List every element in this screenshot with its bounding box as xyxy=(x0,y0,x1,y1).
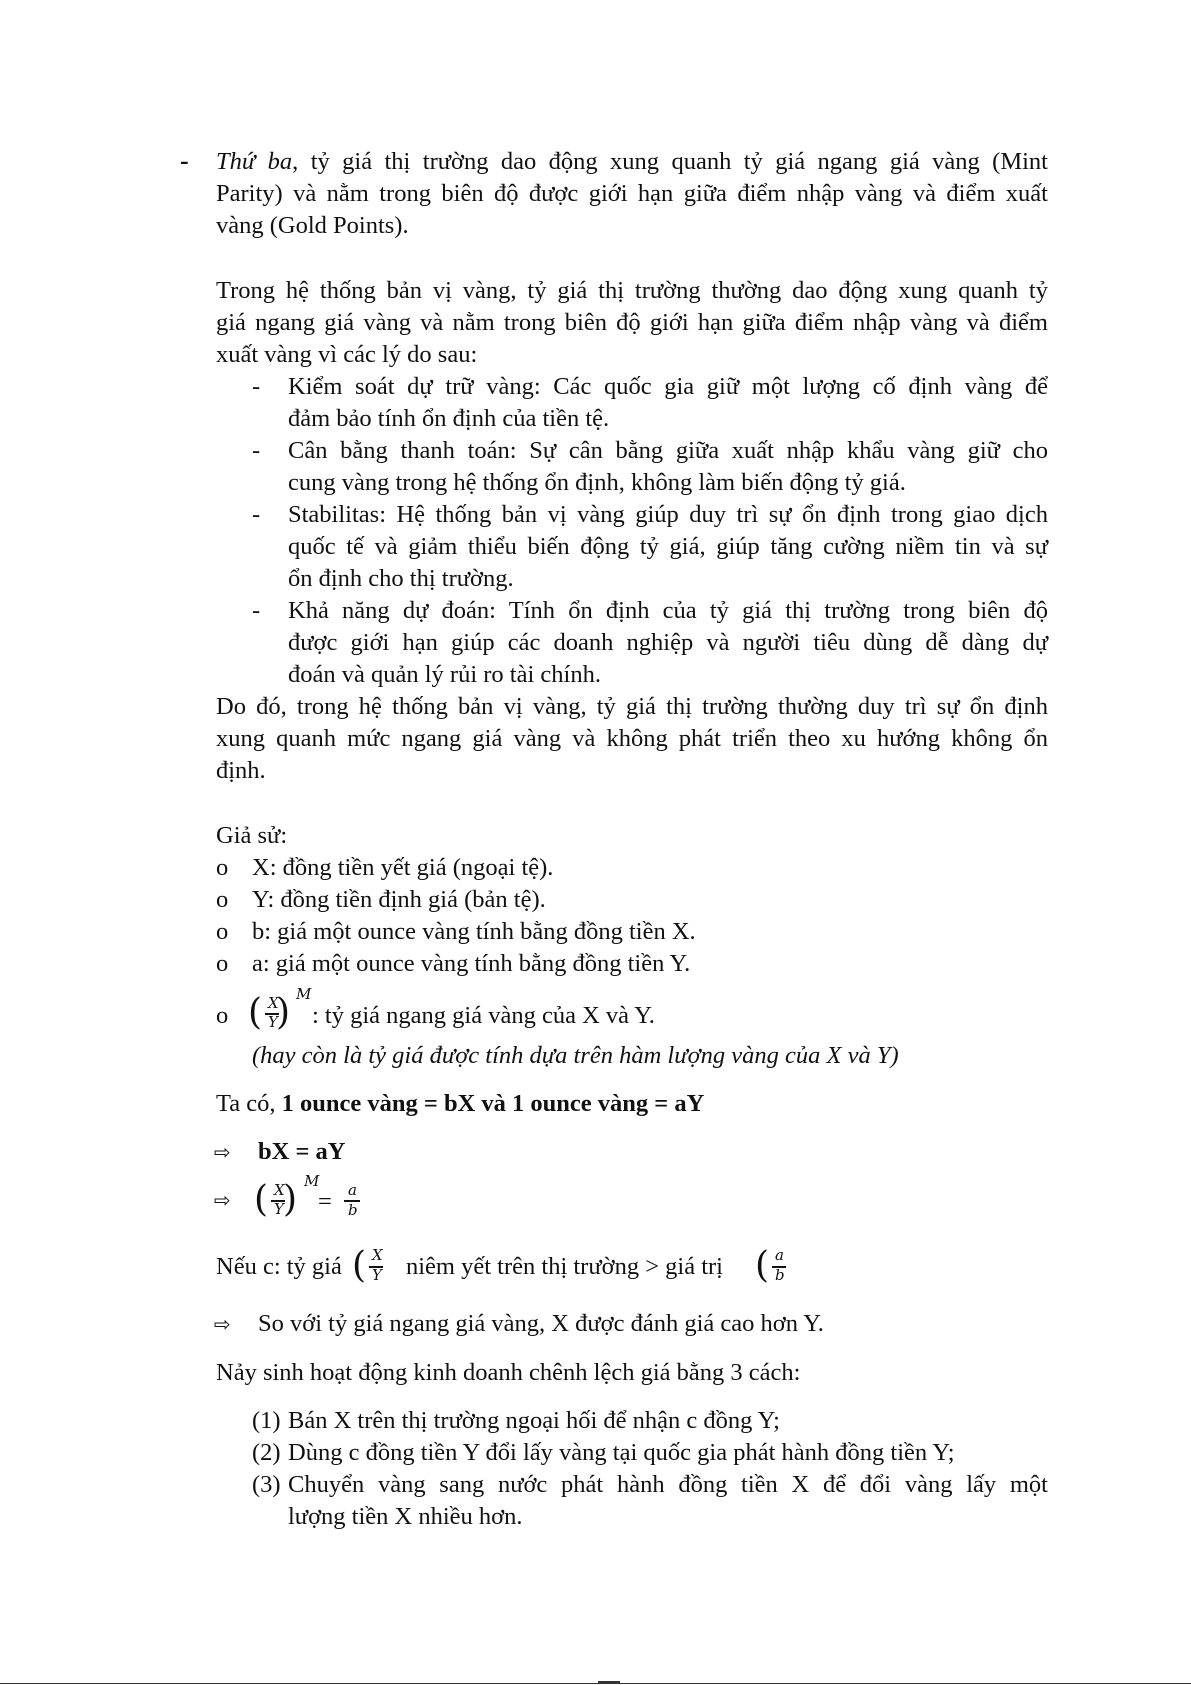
footer-rule xyxy=(0,1683,1191,1684)
section3-line-1: Thứ ba, tỷ giá thị trường dao động xung quanh tỷ giá ngang giá vàng (Mint xyxy=(216,148,1048,175)
conclusion-line-3: định. xyxy=(216,757,266,784)
step-number: (3) xyxy=(252,1471,281,1498)
o-bullet: o xyxy=(216,886,229,913)
assume-mint-note: (hay còn là tỷ giá được tính dựa trên hàm lượng vàng của X và Y) xyxy=(252,1042,899,1069)
reason-3-line-2: quốc tế và giảm thiểu biến động tỷ giá, giúp tăng cường niềm tin và sự xyxy=(288,533,1048,560)
step-3-line-1: Chuyển vàng sang nước phát hành đồng tiền X để đổi vàng lấy một xyxy=(288,1471,1048,1498)
intro-line-1: Trong hệ thống bản vị vàng, tỷ giá thị trường thường dao động xung quanh tỷ xyxy=(216,277,1048,304)
arrow-icon: ⇨ xyxy=(214,1312,231,1336)
reason-dash: - xyxy=(252,373,261,400)
reason-1-line-1: Kiểm soát dự trữ vàng: Các quốc gia giữ một lượng cố định vàng để xyxy=(288,373,1048,400)
o-bullet: o xyxy=(216,950,229,977)
reason-3-line-1: Stabilitas: Hệ thống bản vị vàng giúp duy trì sự ổn định trong giao dịch xyxy=(288,501,1048,528)
intro-line-2: giá ngang giá vàng và nằm trong biên độ giới hạn giữa điểm nhập vàng và điểm xyxy=(216,309,1048,336)
intro-line-3: xuất vàng vì các lý do sau: xyxy=(216,341,478,368)
reason-4-line-1: Khả năng dự đoán: Tính ổn định của tỷ giá thị trường trong biên độ xyxy=(288,597,1048,624)
o-bullet: o xyxy=(216,1002,229,1029)
neu-middle: niêm yết trên thị trường > giá trị xyxy=(406,1253,723,1280)
assume-item-1: X: đồng tiền yết giá (ngoại tệ). xyxy=(252,854,554,881)
arrow-icon: ⇨ xyxy=(214,1140,231,1164)
neu-prefix: Nếu c: tỷ giá xyxy=(216,1253,342,1280)
step-1-line-1: Bán X trên thị trường ngoại hối để nhận c đồng Y; xyxy=(288,1407,780,1434)
assume-item-2: Y: đồng tiền định giá (bản tệ). xyxy=(252,886,546,913)
assume-item-3: b: giá một ounce vàng tính bằng đồng tiền X. xyxy=(252,918,696,945)
section3-line-2: Parity) và nằm trong biên độ được giới hạn giữa điểm nhập vàng và điểm xuất xyxy=(216,180,1048,207)
lead-italic: Thứ ba xyxy=(216,148,293,175)
reason-1-line-2: đảm bảo tính ổn định của tiền tệ. xyxy=(288,405,610,432)
arrow-icon: ⇨ xyxy=(214,1188,231,1212)
section3-line-3: vàng (Gold Points). xyxy=(216,212,409,239)
step-number: (1) xyxy=(252,1407,281,1434)
reason-dash: - xyxy=(252,597,261,624)
footer-mark xyxy=(598,1681,620,1684)
o-bullet: o xyxy=(216,918,229,945)
assume-title: Giả sử: xyxy=(216,822,288,849)
section-dash: - xyxy=(180,146,189,175)
reason-2-line-2: cung vàng trong hệ thống ổn định, không làm biến động tỷ giá. xyxy=(288,469,906,496)
assume-item-4: a: giá một ounce vàng tính bằng đồng tiền Y. xyxy=(252,950,691,977)
reason-dash: - xyxy=(252,437,261,464)
ta-co-bold: 1 ounce vàng = bX và 1 ounce vàng = aY xyxy=(281,1090,705,1117)
o-bullet: o xyxy=(216,854,229,881)
conclusion-line-2: xung quanh mức ngang giá vàng và không phát triển theo xu hướng không ổn xyxy=(216,725,1048,752)
nay-sinh-line: Nảy sinh hoạt động kinh doanh chênh lệch giá bằng 3 cách: xyxy=(216,1359,801,1386)
step-3-line-2: lượng tiền X nhiều hơn. xyxy=(288,1503,523,1530)
step-number: (2) xyxy=(252,1439,281,1466)
reason-dash: - xyxy=(252,501,261,528)
step-2-line-1: Dùng c đồng tiền Y đổi lấy vàng tại quốc gia phát hành đồng tiền Y; xyxy=(288,1439,955,1466)
conclusion-line-1: Do đó, trong hệ thống bản vị vàng, tỷ giá thị trường thường duy trì sự ổn định xyxy=(216,693,1048,720)
assume-mint-item: : tỷ giá ngang giá vàng của X và Y. xyxy=(312,1002,655,1029)
so-voi-line: So với tỷ giá ngang giá vàng, X được đánh giá cao hơn Y. xyxy=(258,1310,824,1337)
reason-2-line-1: Cân bằng thanh toán: Sự cân bằng giữa xuất nhập khẩu vàng giữ cho xyxy=(288,437,1048,464)
reason-4-line-2: được giới hạn giúp các doanh nghiệp và người tiêu dùng dễ dàng dự xyxy=(288,629,1048,656)
ta-co-line: Ta có, 1 ounce vàng = bX và 1 ounce vàng = aY xyxy=(216,1090,705,1117)
reason-3-line-3: ổn định cho thị trường. xyxy=(288,565,514,592)
document-page: - Thứ ba, tỷ giá thị trường dao động xung quanh tỷ giá ngang giá vàng (Mint Parity) và nằm trong biên độ được giới hạn giữa điểm nhập vàng và điểm xuất vàng (Gold Points). Trong hệ thống bản vị vàng, tỷ giá thị trường thường dao động xung quanh tỷ giá ngang giá vàng và nằm trong biên độ giới hạn giữa điểm nhập vàng và điểm xuất vàng vì các lý do sau: - Kiểm soát dự trữ vàng: Các quốc gia giữ một lượng cố định vàng để đảm bảo tính ổn định của tiền tệ. - Cân bằng thanh toán: Sự cân bằng giữa xuất nhập khẩu vàng giữ cho cung vàng trong hệ thống ổn định, không làm biến động tỷ giá. - Stabilitas: Hệ thống bản vị vàng giúp duy trì sự ổn định trong giao dịch quốc tế và giảm thiểu biến động tỷ giá, giúp tăng cường niềm tin và sự ổn định cho thị trường. - Khả năng dự đoán: Tính ổn định của tỷ giá thị trường trong biên độ được giới hạn giúp các doanh nghiệp và người tiêu dùng dễ dàng dự đoán và quản lý rủi ro tài chính. Do đó, trong hệ thống bản vị vàng, tỷ giá thị trường thường duy trì sự ổn định xung quanh mức ngang giá vàng và không phát triển theo xu hướng không ổn định. Giả sử: o X: đồng tiền yết giá (ngoại tệ). o Y: đồng tiền định giá (bản tệ). o b: giá một ounce vàng tính bằng đồng tiền X. o a: giá một ounce vàng tính bằng đồng tiền Y. o ( X Y ) M : tỷ giá ngang giá vàng của X và Y. (hay còn là tỷ giá được tính dựa trên hàm lượng vàng của X và Y) Ta có, 1 ounce vàng = bX và 1 ounce vàng = aY ⇨ bX = aY ⇨ ( X Y ) M = a b Nếu c: tỷ giá ( X Y niêm yết trên thị trường > giá trị ( a b ⇨ So với tỷ giá ngang giá vàng, X được đánh giá cao hơn Y. Nảy sinh hoạt động kinh doanh chênh lệch giá bằng 3 cách: (1) Bán X trên thị trường ngoại hối để nhận c đồng Y; (2) Dùng c đồng tiền Y đổi lấy vàng tại quốc gia phát hành đồng tiền Y; (3) Chuyển vàng sang nước phát hành đồng tiền X để đổi vàng lấy một lượng tiền X nhiều hơn. xyxy=(0,0,1191,1685)
reason-4-line-3: đoán và quản lý rủi ro tài chính. xyxy=(288,661,601,688)
bx-eq-ay: bX = aY xyxy=(258,1138,346,1165)
